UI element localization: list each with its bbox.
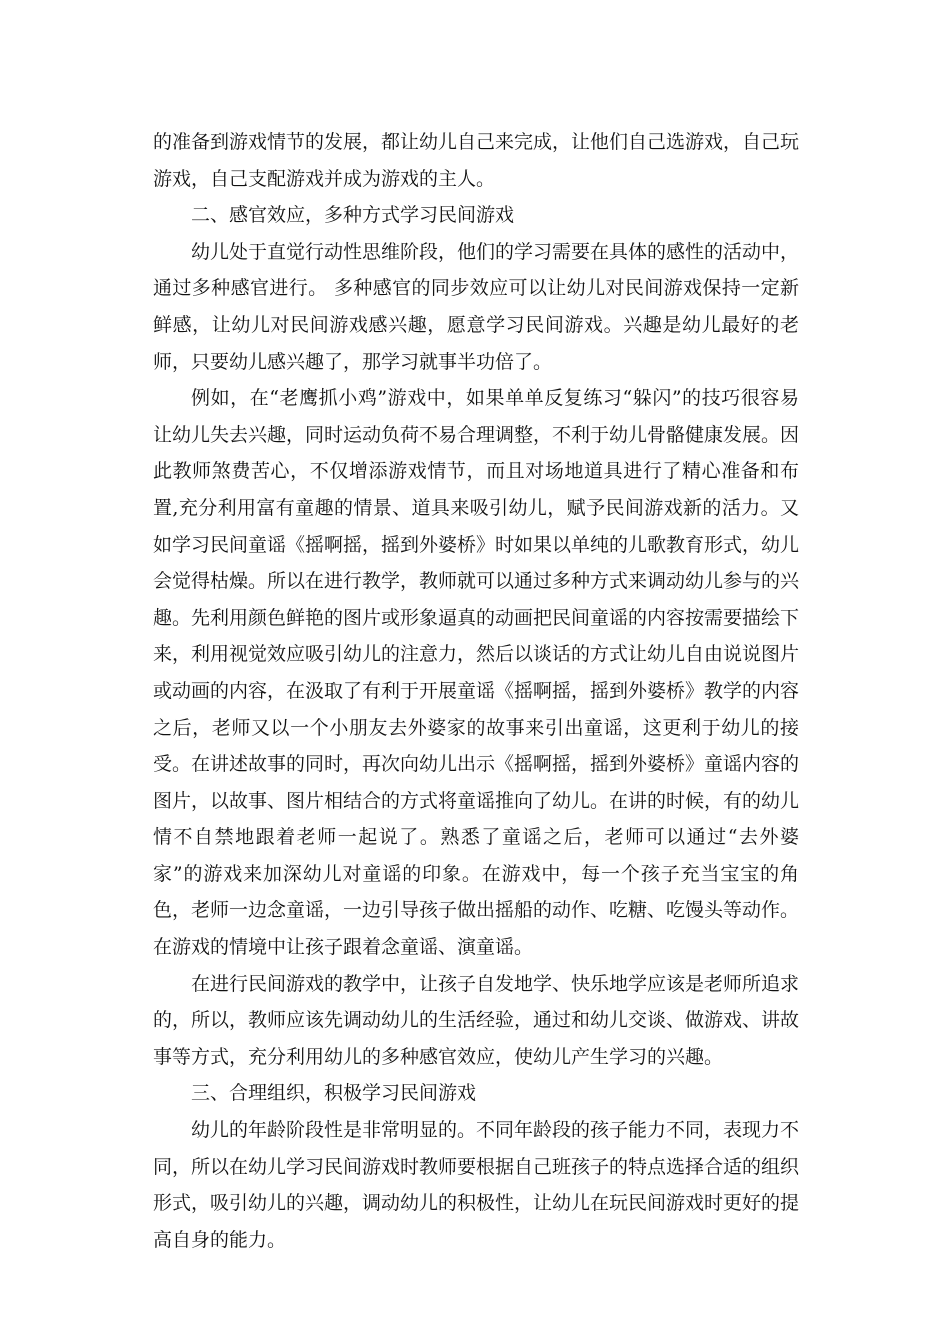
paragraph-age-stage: 幼儿的年龄阶段性是非常明显的。不同年龄段的孩子能力不同，表现力不同，所以在幼儿学习民间游戏时教师要根据自己班孩子的特点选择合适的组织形式，吸引幼儿的兴趣，调动幼儿的积极性，让幼儿在玩民间游戏时更好的提高自身的能力。 — [153, 1119, 800, 1251]
paragraph-example: 例如，在“老鹰抓小鸡”游戏中，如果单单反复练习“躲闪”的技巧很容易让幼儿失去兴趣，同时运动负荷不易合理调整，不利于幼儿骨骼健康发展。因此教师煞费苦心，不仅增添游戏情节，而且对场地道具进行了精心准备和布置,充分利用富有童趣的情景、道具来吸引幼儿，赋予民间游戏新的活力。又如学习民间童谣《摇啊摇，摇到外婆桥》时如果以单纯的儿歌教育形式，幼儿会觉得枯燥。所以在进行教学，教师就可以通过多种方式来调动幼儿参与的兴趣。先利用颜色鲜艳的图片或形象逼真的动画把民间童谣的内容按需要描绘下来，利用视觉效应吸引幼儿的注意力，然后以谈话的方式让幼儿自由说说图片或动画的内容，在汲取了有利于开展童谣《摇啊摇，摇到外婆桥》教学的内容之后，老师又以一个小朋友去外婆家的故事来引出童谣，这更利于幼儿的接受。在讲述故事的同时，再次向幼儿出示《摇啊摇，摇到外婆桥》童谣内容的图片，以故事、图片相结合的方式将童谣推向了幼儿。在讲的时候，有的幼儿情不自禁地跟着老师一起说了。熟悉了童谣之后，老师可以通过“去外婆家”的游戏来加深幼儿对童谣的印象。在游戏中，每一个孩子充当宝宝的角色，老师一边念童谣，一边引导孩子做出摇船的动作、吃糖、吃馒头等动作。在游戏的情境中让孩子跟着念童谣、演童谣。 — [153, 387, 800, 959]
section-heading-2: 二、感官效应，多种方式学习民间游戏 — [191, 204, 515, 227]
document-page — [153, 124, 799, 1258]
paragraph-teaching: 在进行民间游戏的教学中，让孩子自发地学、快乐地学应该是老师所追求的，所以，教师应该先调动幼儿的生活经验，通过和幼儿交谈、做游戏、讲故事等方式，充分利用幼儿的多种感官效应，使幼儿产生学习的兴趣。 — [153, 972, 800, 1068]
section-heading-3: 三、合理组织，积极学习民间游戏 — [191, 1082, 477, 1105]
paragraph-senses: 幼儿处于直觉行动性思维阶段，他们的学习需要在具体的感性的活动中，通过多种感官进行。 多种感官的同步效应可以让幼儿对民间游戏保持一定新鲜感，让幼儿对民间游戏感兴趣，愿意学习民间游戏。兴趣是幼儿最好的老师，只要幼儿感兴趣了，那学习就事半功倍了。 — [153, 240, 800, 373]
paragraph-continuation: 的准备到游戏情节的发展，都让幼儿自己来完成，让他们自己选游戏，自己玩游戏，自己支配游戏并成为游戏的主人。 — [153, 131, 800, 190]
